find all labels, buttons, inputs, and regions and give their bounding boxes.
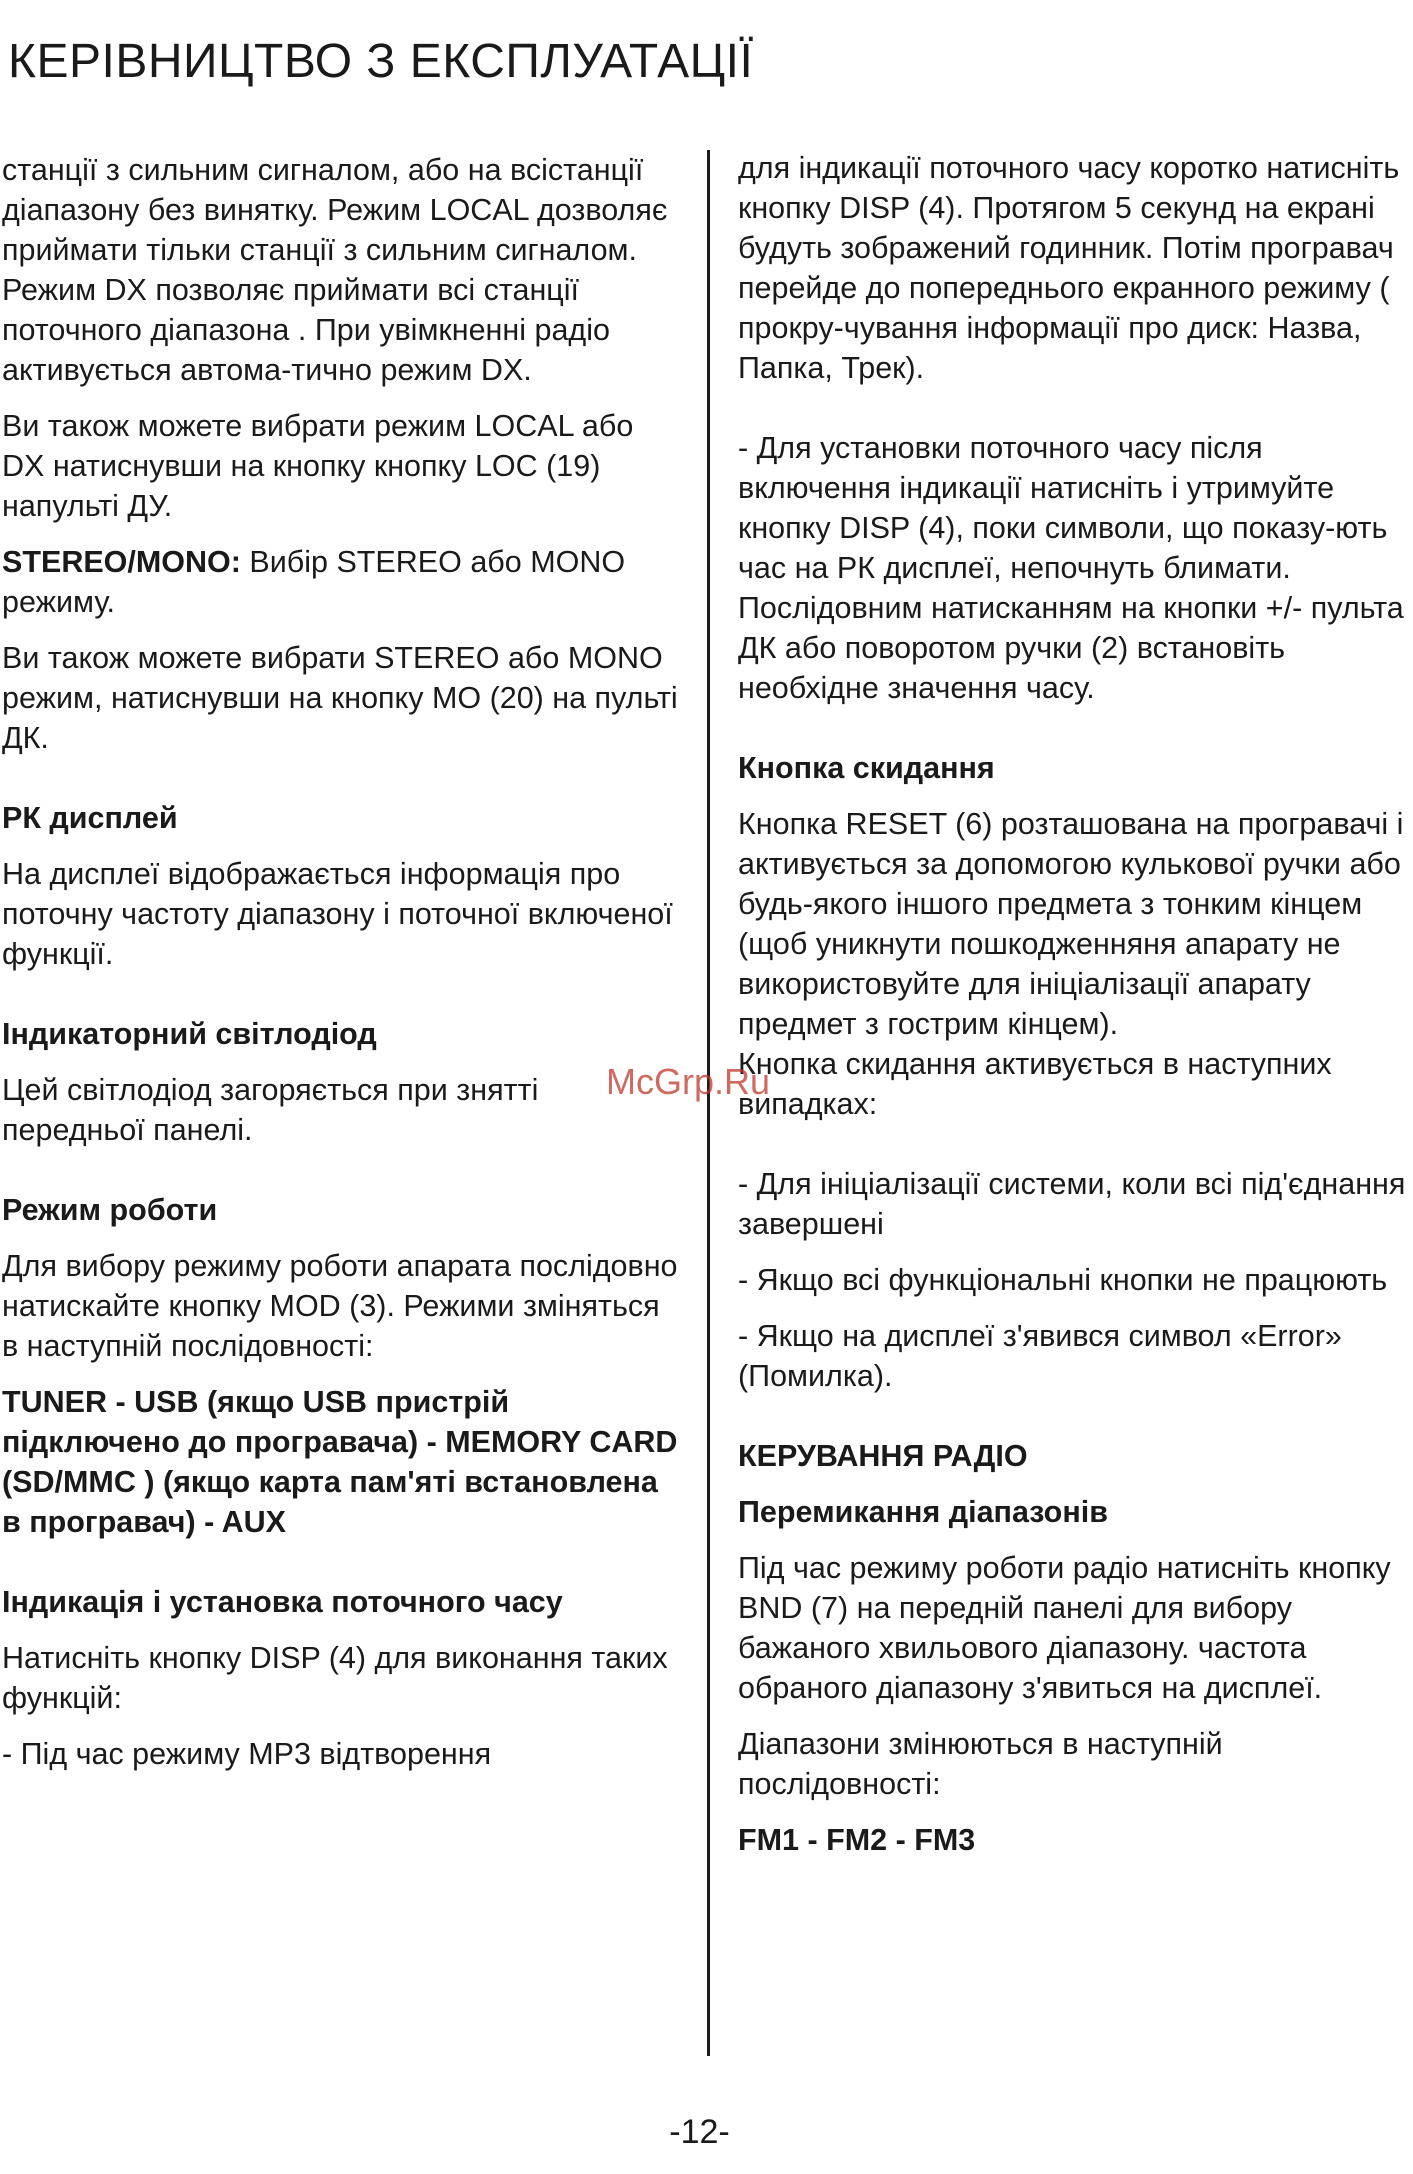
watermark: McGrp.Ru	[606, 1061, 771, 1102]
paragraph-lcd: На дисплеї відображається інформація про поточну частоту діапазону і поточної включеної функції.	[2, 857, 673, 971]
mode-sequence: TUNER - USB (якщо USB пристрій підключено до програвача) - MEMORY CARD (SD/MMC ) (якщо карта пам'яті встановлена в програвач) - AUX	[2, 1385, 678, 1539]
paragraph-led: Цей світлодіод загоряється при знятті передньої панелі.	[2, 1073, 539, 1147]
paragraph-local-dx: станції з сильним сигналом, або на всістанції діапазону без винятку. Режим LOCAL дозволяє приймати тільки станції з сильним сигналом. Режим DX позволяє приймати всі станції поточного діапазона . При увімкненні радіо активується автома-тично режим DX.	[2, 153, 668, 387]
band-sequence: FM1 - FM2 - FM3	[738, 1823, 976, 1857]
heading-radio-control: КЕРУВАННЯ РАДІО	[738, 1439, 1028, 1473]
page-number	[0, 2112, 1413, 2152]
paragraph-disp-clock: для індикації поточного часу коротко натисніть кнопку DISP (4). Протягом 5 секунд на екрані будуть зображений годинник. Потім програвач перейде до попереднього екранного режиму ( прокру-чування інформації про диск: Назва, Папка, Трек).	[738, 151, 1400, 385]
paragraph-set-time: - Для установки поточного часу після включення індикації натисніть і утримуйте кнопку DISP (4), поки символи, що показу-ють час на РК дисплеї, непочнуть блимати. Послідовним натисканням на кнопки +/- пульта ДК або поворотом ручки (2) встановіть необхідне значення часу.	[738, 431, 1404, 705]
reset-case-init: - Для ініціалізації системи, коли всі під'єднання завершені	[738, 1167, 1406, 1241]
paragraph-reset-cases: Кнопка скидання активується в наступних випадках:	[738, 1047, 1332, 1121]
stereo-mono-label: STEREO/MONO:	[2, 545, 241, 579]
heading-led: Індикаторний світлодіод	[2, 1017, 377, 1051]
paragraph-loc-button: Ви також можете вибрати режим LOCAL або DX натиснувши на кнопку кнопку LOC (19) напульті ДУ.	[2, 409, 634, 523]
heading-band-switch: Перемикання діапазонів	[738, 1495, 1108, 1529]
paragraph-stereo-mono	[2, 542, 682, 622]
paragraph-mo-button: Ви також можете вибрати STEREO або MONO режим, натиснувши на кнопку MO (20) на пульті ДК.	[2, 641, 678, 755]
heading-reset: Кнопка скидання	[738, 751, 995, 785]
paragraph-band-sequence: Діапазони змінюються в наступній послідовності:	[738, 1727, 1223, 1801]
paragraph-clock-item: - Під час режиму MP3 відтворення	[2, 1737, 492, 1771]
heading-lcd: РК дисплей	[2, 801, 178, 835]
paragraph-reset: Кнопка RESET (6) розташована на програвачі і активується за допомогою кулькової ручки або будь-якого іншого предмета з тонким кінцем (щоб уникнути пошкодженняня апарату не використовуйте для ініціалізації апарату предмет з гострим кінцем).	[738, 807, 1404, 1041]
page-number-text: -12-	[669, 2113, 730, 2151]
paragraph-mode: Для вибору режиму роботи апарата послідовно натискайте кнопку MOD (3). Режими зміняться в наступній послідовності:	[2, 1249, 678, 1363]
column-divider	[707, 150, 710, 2056]
reset-case-error: - Якщо на дисплеї з'явився символ «Error» (Помилка).	[738, 1319, 1342, 1393]
stereo-mono-text: Вибір STEREO або MONO режиму.	[2, 545, 626, 619]
heading-mode: Режим роботи	[2, 1193, 218, 1227]
page-title: КЕРІВНИЦТВО З ЕКСПЛУАТАЦІЇ	[8, 35, 754, 89]
right-column	[738, 148, 1413, 1876]
left-column	[2, 150, 682, 1790]
reset-case-buttons: - Якщо всі функціональні кнопки не працюють	[738, 1263, 1388, 1297]
paragraph-clock: Натисніть кнопку DISP (4) для виконання таких функцій:	[2, 1641, 668, 1715]
paragraph-band: Під час режиму роботи радіо натисніть кнопку BND (7) на передній панелі для вибору бажаного хвильового діапазону. частота обраного діапазону з'явиться на дисплеї.	[738, 1551, 1391, 1705]
heading-clock: Індикація і установка поточного часу	[2, 1585, 563, 1619]
